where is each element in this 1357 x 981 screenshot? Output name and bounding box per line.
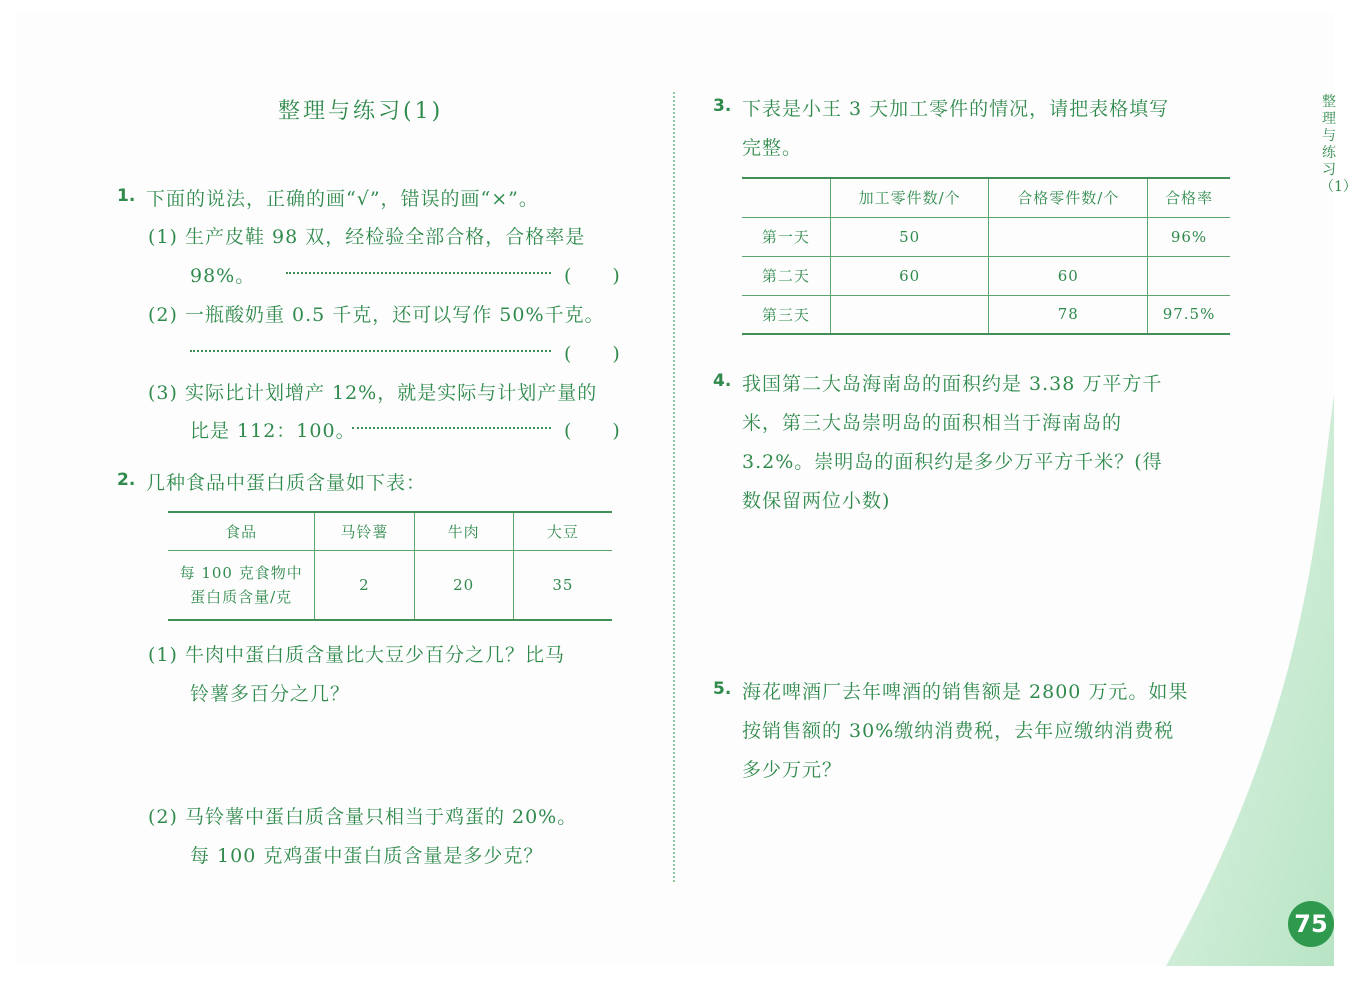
workbook-page [16, 14, 1357, 966]
q1-item1-line2: 98%。 [190, 265, 256, 287]
page-title: 整理与练习(1) [278, 99, 444, 124]
table-cell-blank[interactable] [1148, 256, 1230, 295]
row-label-line2: 蛋白质含量/克 [190, 587, 293, 606]
q1-item1-line1: (1) 生产皮鞋 98 双，经检验全部合格，合格率是 [148, 226, 586, 248]
table-header: 马铃薯 [315, 512, 414, 550]
q2-sub1-line2: 铃薯多百分之几？ [190, 683, 351, 705]
table-cell: 50 [830, 217, 989, 256]
q3-number: 3. [713, 96, 732, 116]
table-header: 合格率 [1148, 178, 1230, 217]
q4-line2: 米，第三大岛崇明岛的面积相当于海南岛的 [742, 412, 1123, 434]
q1-item3-line1: (3) 实际比计划增产 12%，就是实际与计划产量的 [148, 382, 598, 404]
q1-item2-answer-blank[interactable]: ( ) [564, 343, 621, 365]
dot-leader [190, 350, 551, 352]
parts-table [742, 177, 1230, 335]
table-header: 牛肉 [414, 512, 513, 550]
table-cell: 第二天 [742, 256, 830, 295]
table-header: 加工零件数/个 [830, 178, 989, 217]
table-cell-blank[interactable] [989, 217, 1148, 256]
q2-stem: 几种食品中蛋白质含量如下表： [146, 472, 427, 494]
q5-line2: 按销售额的 30%缴纳消费税，去年应缴纳消费税 [742, 720, 1175, 742]
table-header: 大豆 [513, 512, 612, 550]
q1-stem: 下面的说法，正确的画“√”，错误的画“×”。 [146, 188, 539, 210]
q1-item2-line1: (2) 一瓶酸奶重 0.5 千克，还可以写作 50%千克。 [148, 304, 605, 326]
q3-line1: 下表是小王 3 天加工零件的情况，请把表格填写 [742, 98, 1170, 120]
table-cell: 78 [989, 295, 1148, 334]
q5-number: 5. [713, 679, 732, 699]
table-header [742, 178, 830, 217]
side-section-label: 整理与练习（1） [1320, 94, 1357, 195]
q5-line1: 海花啤酒厂去年啤酒的销售额是 2800 万元。如果 [742, 681, 1189, 703]
row-label [168, 550, 315, 620]
q1-number: 1. [117, 186, 136, 206]
table-cell: 第一天 [742, 217, 830, 256]
q1-item1-answer-blank[interactable]: ( ) [564, 265, 621, 287]
page-number-badge: 75 [1288, 901, 1334, 947]
table-cell: 96% [1148, 217, 1230, 256]
table-cell: 2 [315, 550, 414, 620]
q4-line3: 3.2%。崇明岛的面积约是多少万平方千米？(得 [742, 451, 1163, 473]
protein-table [168, 511, 612, 621]
q4-line4: 数保留两位小数) [742, 490, 891, 512]
table-cell: 第三天 [742, 295, 830, 334]
q4-line1: 我国第二大岛海南岛的面积约是 3.38 万平方千 [742, 373, 1163, 395]
q1-item3-line2: 比是 112：100。 [190, 420, 356, 442]
table-header: 合格零件数/个 [989, 178, 1148, 217]
table-cell: 60 [989, 256, 1148, 295]
row-label-line1: 每 100 克食物中 [179, 563, 303, 582]
table-header: 食品 [168, 512, 315, 550]
table-cell: 35 [513, 550, 612, 620]
q3-line2: 完整。 [742, 137, 803, 159]
dot-leader [352, 427, 551, 429]
table-cell-blank[interactable] [830, 295, 989, 334]
dot-leader [286, 272, 551, 274]
q1-item3-answer-blank[interactable]: ( ) [564, 420, 621, 442]
q2-sub1-line1: (1) 牛肉中蛋白质含量比大豆少百分之几？比马 [148, 644, 565, 666]
q2-sub2-line2: 每 100 克鸡蛋中蛋白质含量是多少克？ [190, 845, 544, 867]
table-cell: 60 [830, 256, 989, 295]
page-divider [673, 92, 675, 882]
q2-sub2-line1: (2) 马铃薯中蛋白质含量只相当于鸡蛋的 20%。 [148, 806, 578, 828]
table-cell: 20 [414, 550, 513, 620]
table-cell: 97.5% [1148, 295, 1230, 334]
q2-number: 2. [117, 470, 136, 490]
q4-number: 4. [713, 371, 732, 391]
q5-line3: 多少万元？ [742, 759, 843, 781]
